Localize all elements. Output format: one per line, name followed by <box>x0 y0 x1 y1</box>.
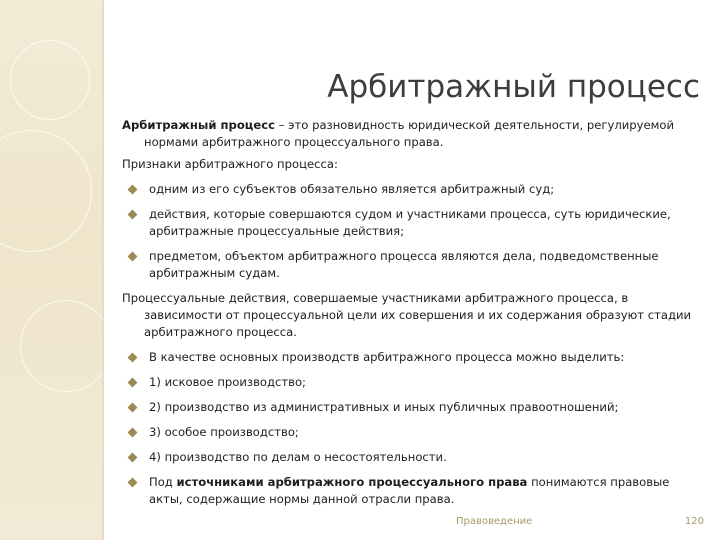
definition-text: – это разновидность юридической деятельности, регулируемой нормами арбитражного процессуального права. <box>144 118 675 149</box>
actions-paragraph: Процессуальные действия, совершаемые участниками арбитражного процесса, в зависимости от процессуальной цели их совершения и их содержания образуют стадии арбитражного процесса. <box>122 291 692 339</box>
decorative-circle <box>10 40 90 120</box>
feature-text: одним из его субъектов обязательно является арбитражный суд; <box>149 182 555 196</box>
definition-term: Арбитражный процесс <box>122 118 276 132</box>
proceedings-item <box>122 374 704 391</box>
slide-content <box>122 117 704 516</box>
sources-prefix: Под <box>149 475 177 489</box>
proceedings-item <box>122 449 704 466</box>
page-number: 120 <box>684 516 704 527</box>
proceedings-text: 4) производство по делам о несостоятельности. <box>149 450 447 464</box>
decorative-circle <box>20 300 112 392</box>
proceedings-item <box>122 399 704 416</box>
side-divider <box>102 0 104 540</box>
feature-item <box>122 181 704 198</box>
features-heading: Признаки арбитражного процесса: <box>122 157 338 171</box>
feature-text: действия, которые совершаются судом и участниками процесса, суть юридические, арбитражные процессуальные действия; <box>149 207 671 238</box>
slide-title: Арбитражный процесс <box>327 68 700 105</box>
feature-text: предметом, объектом арбитражного процесса являются дела, подведомственные арбитражным судам. <box>149 249 659 280</box>
definition-paragraph <box>122 117 704 151</box>
footer-text: Правоведение <box>456 516 533 527</box>
sources-item <box>122 474 704 508</box>
decorative-side-band <box>0 0 102 540</box>
sources-suffix: понимаются правовые акты, содержащие нормы данной отрасли права. <box>149 475 670 506</box>
feature-item <box>122 248 704 282</box>
sources-term: источниками арбитражного процессуального права <box>176 475 528 489</box>
proceedings-text: 2) производство из административных и иных публичных правоотношений; <box>149 400 619 414</box>
decorative-circle <box>0 130 92 252</box>
proceedings-item <box>122 424 704 441</box>
proceedings-item <box>122 349 704 366</box>
proceedings-text: 1) исковое производство; <box>149 375 306 389</box>
feature-item <box>122 206 704 240</box>
proceedings-text: 3) особое производство; <box>149 425 299 439</box>
proceedings-text: В качестве основных производств арбитражного процесса можно выделить: <box>149 350 625 364</box>
